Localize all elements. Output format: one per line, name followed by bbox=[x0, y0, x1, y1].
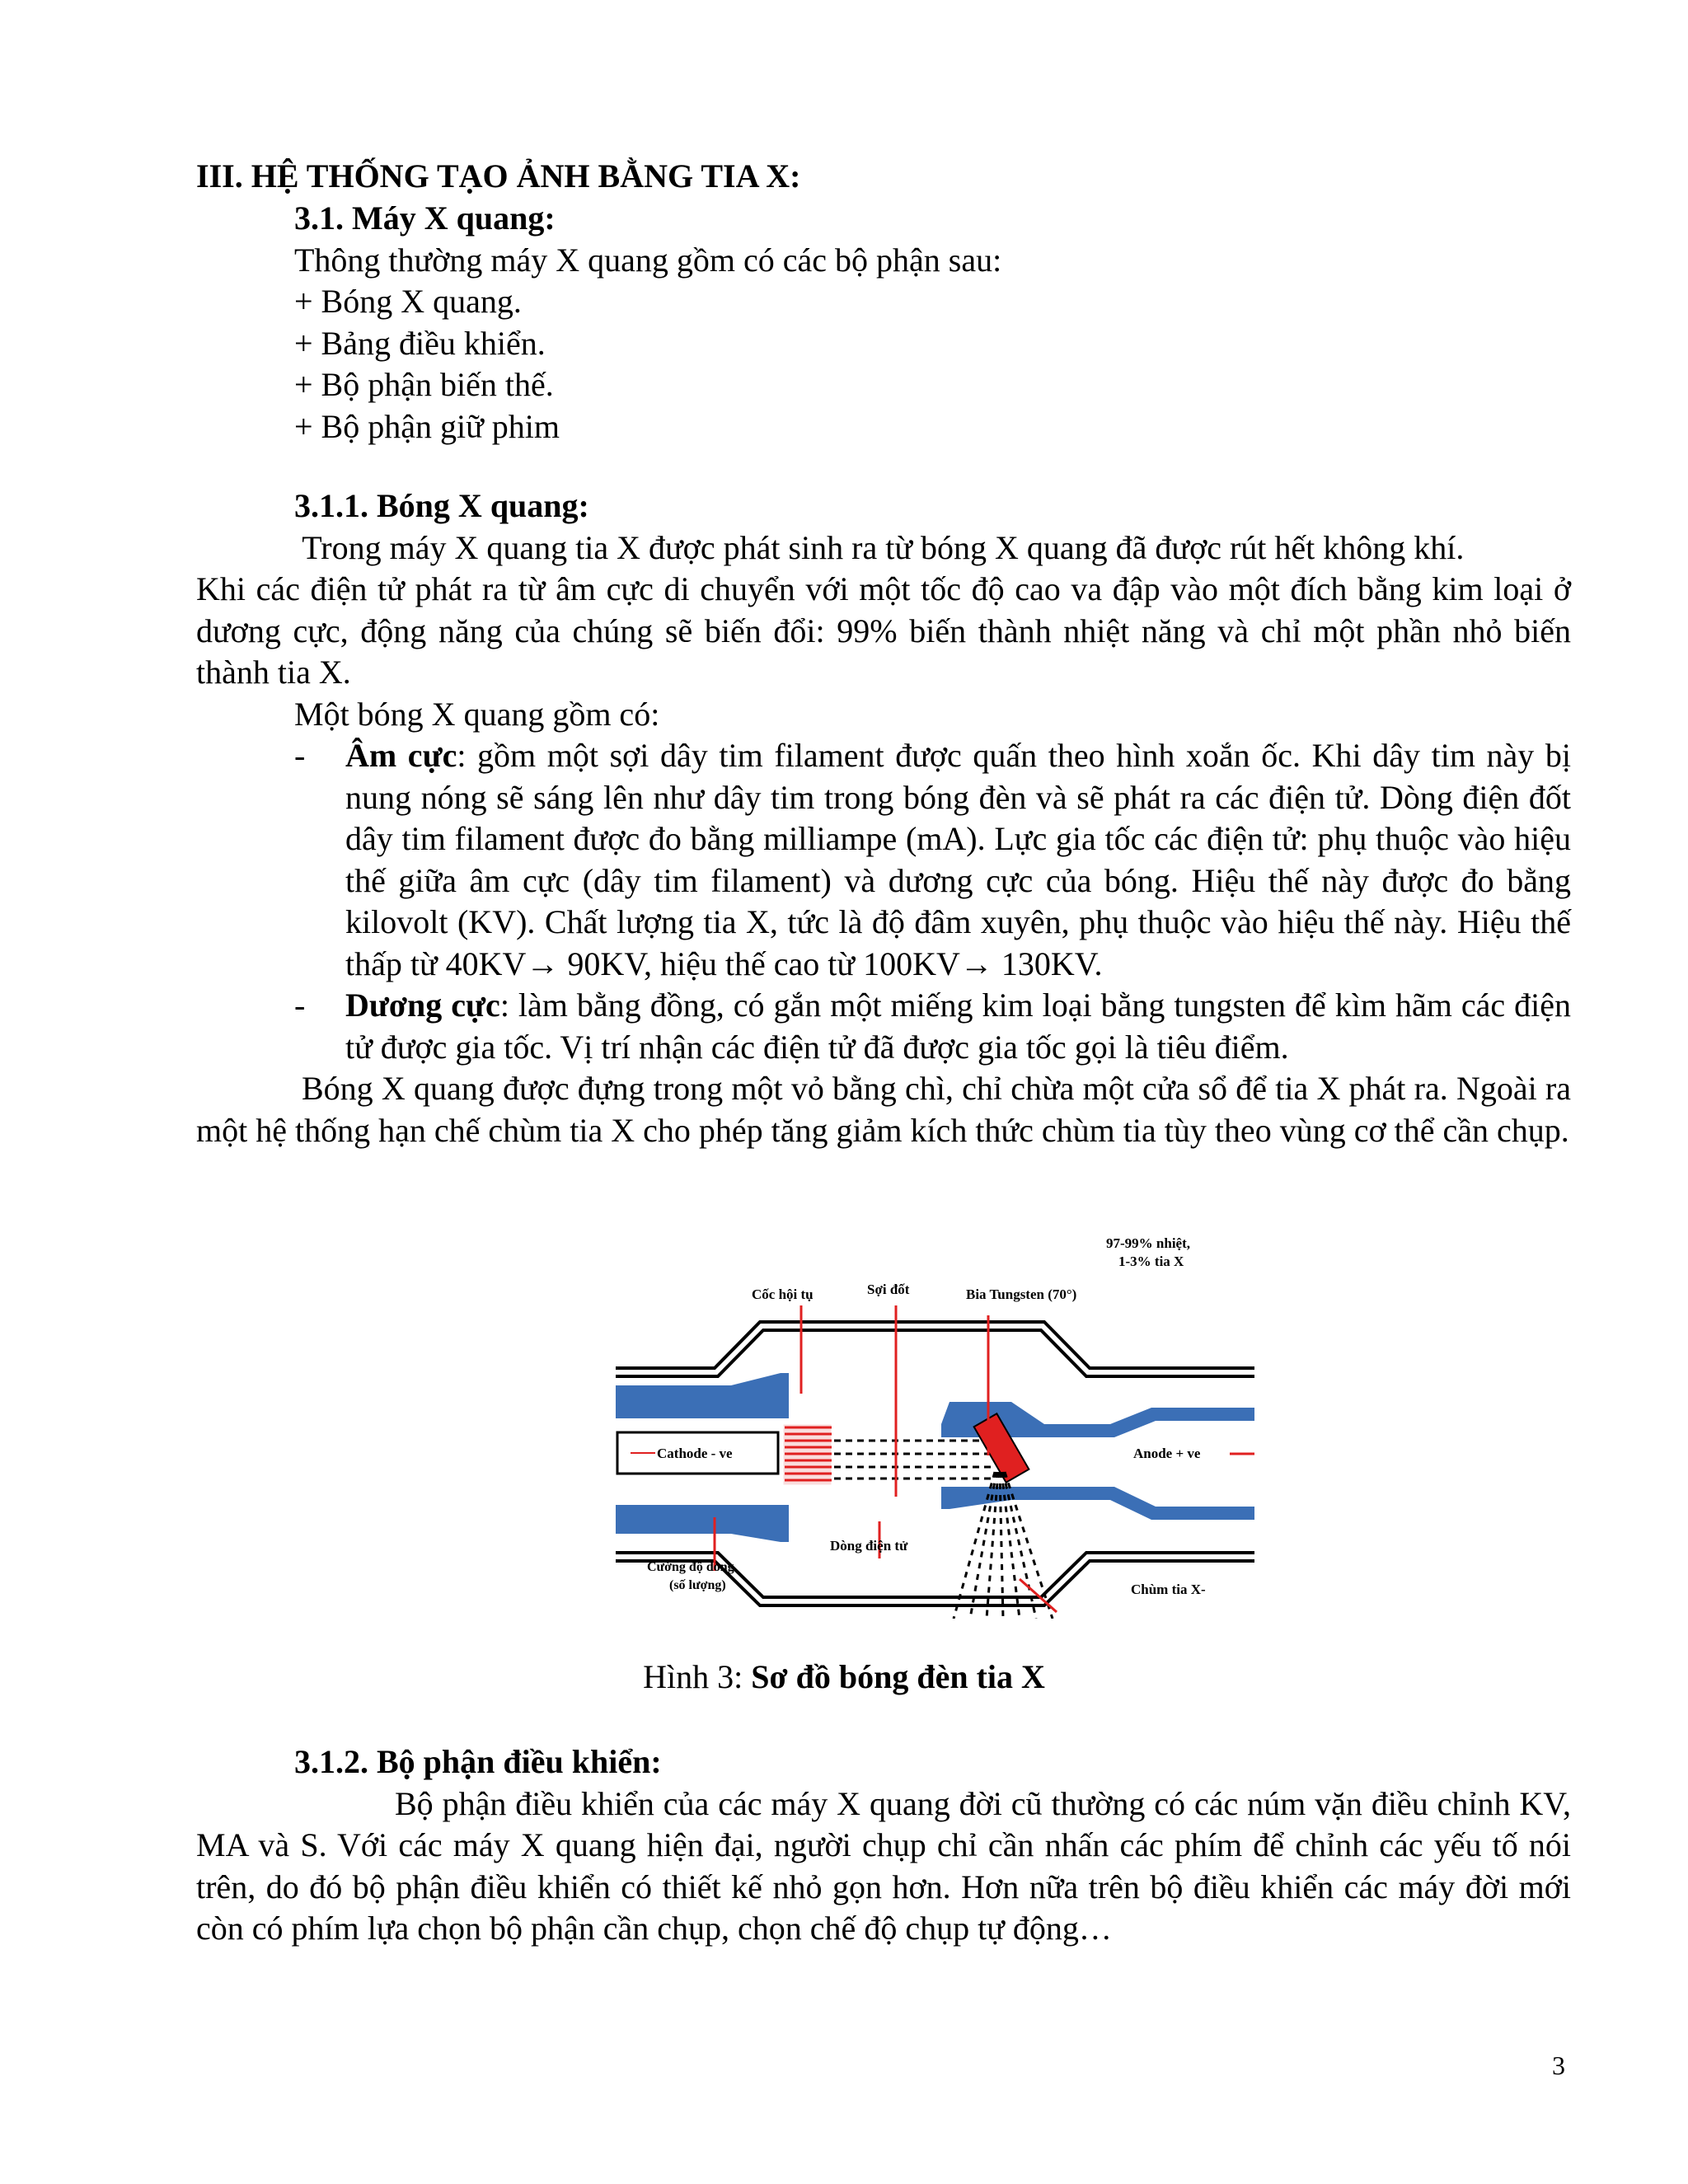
paragraph-line: Trong máy X quang tia X được phát sinh ra từ bóng X quang đã được rút hết không khí. bbox=[294, 528, 1465, 566]
label-heat-2: 1-3% tia X bbox=[1118, 1254, 1184, 1269]
heading-3-1-2: 3.1.2. Bộ phận điều khiển: bbox=[294, 1743, 662, 1780]
bullet-anode bbox=[196, 985, 1571, 1068]
bullet-dash: - bbox=[294, 987, 306, 1024]
paragraph: Bóng X quang được đựng trong một vỏ bằng chì, chỉ chừa một cửa sổ để tia X phát ra. Ngoài ra một hệ thống hạn chế chùm tia X cho phép tăng giảm kích thức chùm tia tùy theo vùng cơ thể cần chụp. bbox=[196, 1070, 1571, 1149]
label-electron-current: Dòng điện tử bbox=[830, 1538, 908, 1554]
xray-tube-diagram bbox=[616, 1225, 1254, 1619]
heading-3-1-1: 3.1.1. Bóng X quang: bbox=[294, 487, 589, 524]
label-beam: Chùm tia X- bbox=[1131, 1582, 1206, 1597]
page-number: 3 bbox=[1552, 2050, 1565, 2080]
label-target: Bia Tungsten (70°) bbox=[966, 1286, 1077, 1302]
section-3-1 bbox=[196, 198, 1564, 448]
bullet-dash: - bbox=[294, 737, 306, 774]
electron-stream bbox=[834, 1441, 991, 1479]
section-3-1-2 bbox=[196, 1741, 1571, 1950]
label-anode: Anode + ve bbox=[1133, 1446, 1201, 1461]
label-heat-1: 97-99% nhiệt, bbox=[1106, 1235, 1190, 1251]
section-3-1-1 bbox=[196, 485, 1571, 1151]
label-filament: Sợi đốt bbox=[867, 1282, 910, 1297]
focus-cup-bottom bbox=[616, 1505, 789, 1542]
focus-cup-top bbox=[616, 1373, 789, 1418]
paragraph: Khi các điện tử phát ra từ âm cực di chuyển với một tốc độ cao va đập vào một đích bằng kim loại ở dương cực, động năng của chúng sẽ biến đổi: 99% biến thành nhiệt năng và chỉ một phần nhỏ biến thành tia X. bbox=[196, 570, 1571, 691]
filament-coil bbox=[785, 1426, 832, 1483]
intro-3-1: Thông thường máy X quang gồm có các bộ phận sau: bbox=[294, 241, 1002, 279]
list-item: + Bộ phận biến thế. bbox=[294, 366, 554, 403]
label-intensity-2: (số lượng) bbox=[669, 1578, 726, 1592]
label-cathode: Cathode - ve bbox=[657, 1446, 733, 1461]
section-title: III. HỆ THỐNG TẠO ẢNH BẰNG TIA X: bbox=[196, 157, 801, 194]
bullet-text: : gồm một sợi dây tim filament được quấn theo hình xoắn ốc. Khi dây tim này bị nung nóng sẽ sáng lên như dây tim trong bóng đèn và sẽ phát ra các điện tử. Dòng điện đốt dây tim filament được đo bằng milliampe (mA). Lực gia tốc các điện tử: phụ thuộc vào hiệu thế giữa âm cực (dây tim filament) và dương cực của bóng. Hiệu thế này được đo bằng kilovolt (KV). Chất lượng tia X, tức là độ đâm xuyên, phụ thuộc vào hiệu thế này. Hiệu thế thấp từ 40KV→ 90KV, hiệu thế cao từ 100KV→ 130KV. bbox=[345, 737, 1572, 982]
label-focus-cup: Cốc hội tụ bbox=[752, 1286, 814, 1302]
caption-prefix: Hình 3: bbox=[643, 1658, 752, 1695]
list-intro: Một bóng X quang gồm có: bbox=[294, 695, 660, 733]
list-item: + Bộ phận giữ phim bbox=[294, 407, 560, 445]
bullet-text: : làm bằng đồng, có gắn một miếng kim loại bằng tungsten để kìm hãm các điện tử được gia tốc. Vị trí nhận các điện tử đã được gia tốc gọi là tiêu điểm. bbox=[345, 987, 1572, 1066]
caption-title: Sơ đồ bóng đèn tia X bbox=[751, 1658, 1045, 1695]
heading-3-1: 3.1. Máy X quang: bbox=[294, 199, 556, 237]
term-cathode: Âm cực bbox=[345, 737, 457, 774]
figure-caption bbox=[0, 1657, 1688, 1698]
paragraph: Bộ phận điều khiển của các máy X quang đời cũ thường có các núm vặn điều chỉnh KV, MA và S. Với các máy X quang hiện đại, người chụp chỉ cần nhấn các phím để chỉnh các yếu tố nói trên, do đó bộ phận điều khiển có thiết kế nhỏ gọn hơn. Hơn nữa trên bộ điều khiển các máy đời mới còn có phím lựa chọn bộ phận cần chụp, chọn chế độ chụp tự động… bbox=[196, 1784, 1571, 1947]
bullet-cathode bbox=[196, 735, 1571, 985]
anode-bottom bbox=[941, 1487, 1254, 1520]
label-intensity-1: Cường độ dòng bbox=[647, 1560, 734, 1574]
term-anode: Dương cực bbox=[345, 987, 500, 1024]
list-item: + Bảng điều khiển. bbox=[294, 324, 546, 362]
list-item: + Bóng X quang. bbox=[294, 283, 522, 320]
